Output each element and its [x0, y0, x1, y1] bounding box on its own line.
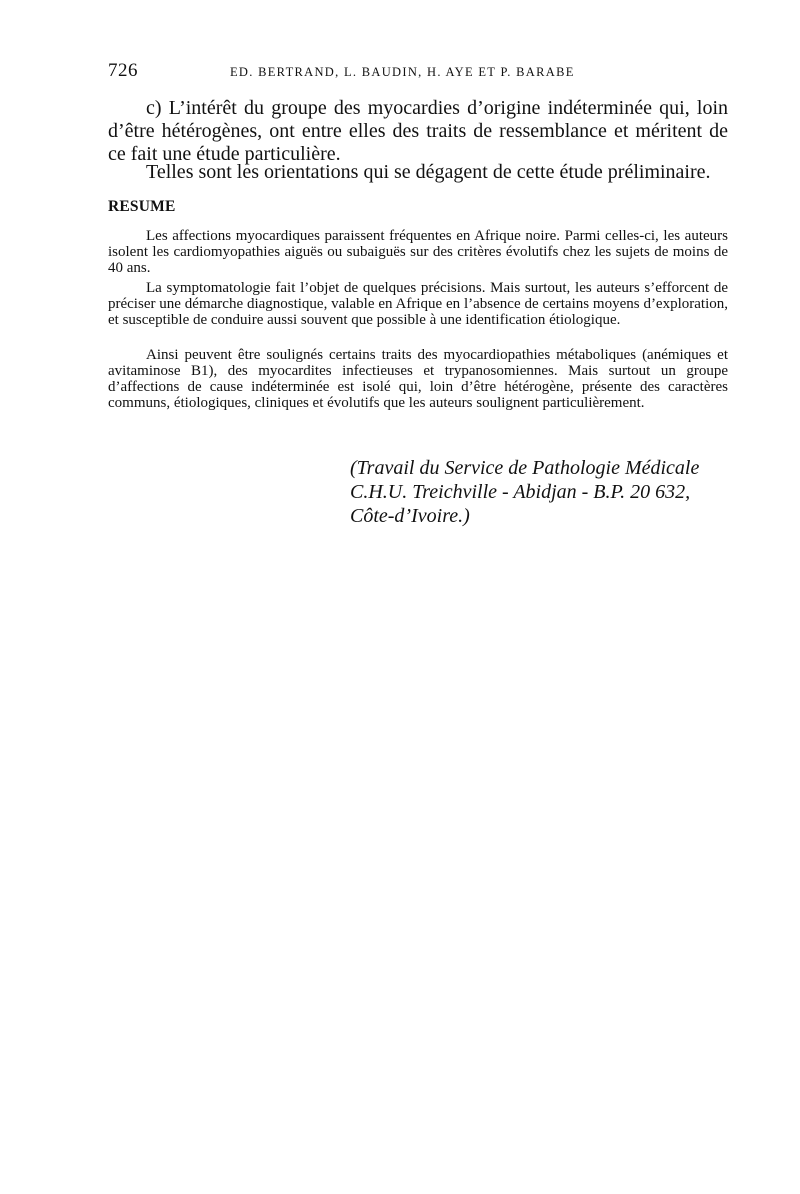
resume-heading: RESUME — [108, 198, 176, 215]
page-number: 726 — [108, 60, 138, 81]
resume-paragraph: La symptomatologie fait l’objet de quelques précisions. Mais surtout, les auteurs s’efforcent de préciser une démarche diagnostique, valable en Afrique en l’absence de certains moyens d’exploration, et susceptible de conduire aussi souvent que possible à une identification étiologique. — [108, 280, 728, 328]
affiliation-line: C.H.U. Treichville - Abidjan - B.P. 20 632, — [350, 481, 691, 503]
body-paragraph-c: c) L’intérêt du groupe des myocardies d’origine indéterminée qui, loin d’être hétérogènes, ont entre elles des traits de ressemblance et méritent de ce fait une étude particulière. — [108, 97, 728, 165]
affiliation-line: Côte-d’Ivoire.) — [350, 505, 470, 527]
resume-paragraph: Les affections myocardiques paraissent fréquentes en Afrique noire. Parmi celles-ci, les auteurs isolent les cardiomyopathies aiguës ou subaiguës sur des critères évolutifs chez les sujets de moins de 40 ans. — [108, 228, 728, 276]
affiliation-note — [350, 456, 699, 528]
affiliation-line: (Travail du Service de Pathologie Médicale — [350, 457, 700, 479]
page-header — [108, 60, 728, 86]
running-head-authors: ED. BERTRAND, L. BAUDIN, H. AYE ET P. BARABE — [230, 65, 575, 79]
resume-paragraph: Ainsi peuvent être soulignés certains traits des myocardiopathies métaboliques (anémiques et avitaminose B1), des myocardites infectieuses et trypanosomiennes. Mais surtout un groupe d’affections de cause indéterminée est isolé qui, loin d’être hétérogène, présente des caractères communs, étiologiques, cliniques et évolutifs que les auteurs soulignent particulièrement. — [108, 347, 728, 411]
body-paragraph-orientations: Telles sont les orientations qui se dégagent de cette étude préliminaire. — [146, 161, 711, 183]
